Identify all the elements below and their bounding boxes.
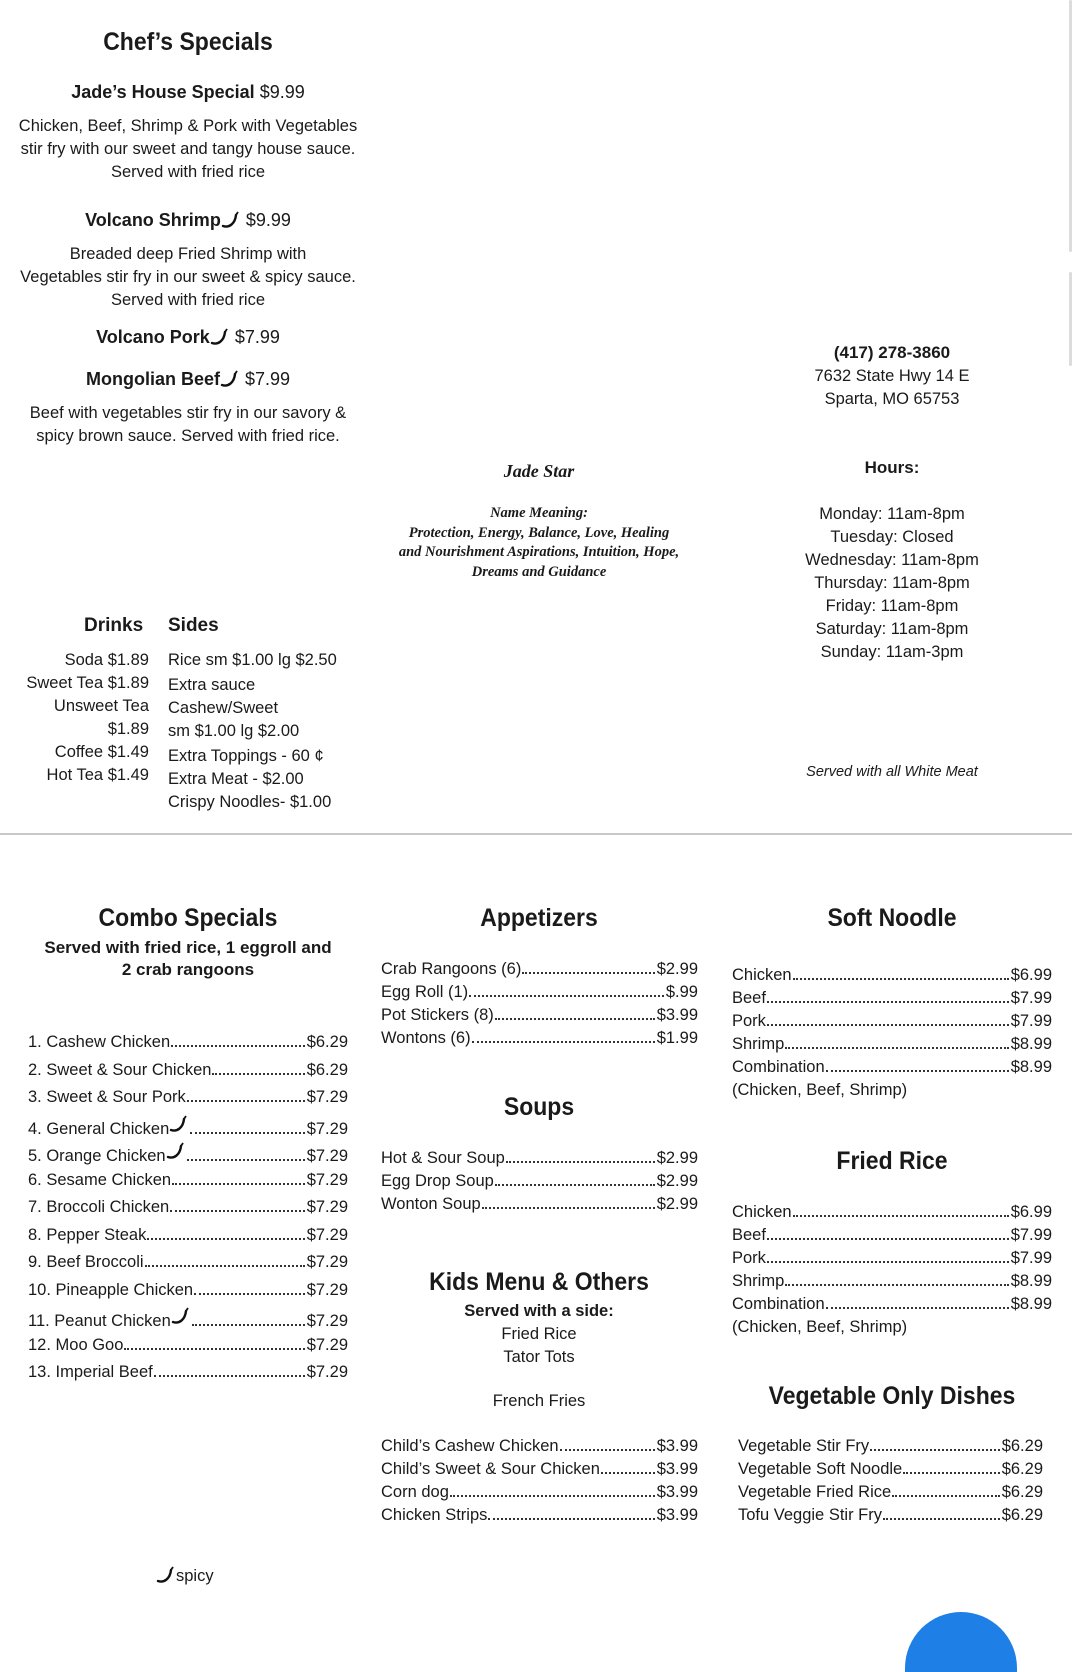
item-price: $8.99 [1010,1295,1052,1313]
appetizer-row [381,958,698,981]
item-price: $7.29 [306,1225,348,1244]
spicy-legend [156,1565,214,1586]
item-price: $9.99 [259,82,305,102]
chili-pepper-icon [171,1306,191,1326]
fried-rice-row [732,1201,1052,1224]
item-price: $3.99 [656,1006,698,1024]
chef-item-volcano-pork [18,327,358,348]
kids-title: Kids Menu & Others [429,1268,649,1296]
item-price: $3.99 [656,1460,698,1478]
drink-item: Hot Tea $1.49 [46,766,149,784]
combo-subtitle-line: 2 crab rangoons [121,960,255,979]
brand-meaning-label: Name Meaning: [490,505,588,521]
item-price: $7.99 [234,327,280,347]
soup-row [381,1170,698,1193]
item-price: $8.99 [1010,1272,1052,1290]
combo-row [28,1361,348,1389]
chef-item-mongolian-beef [18,369,358,448]
soft-noodle-row [732,987,1052,1010]
item-name: Vegetable Soft Noodle [738,1460,903,1478]
brand-meaning-line: Dreams and Guidance [471,563,607,580]
fried-rice-list [732,1201,1052,1339]
combo-row [28,1251,348,1279]
side-item: Extra Meat - $2.00 [168,770,304,788]
hours-list [752,503,1032,664]
item-price: $6.29 [306,1060,348,1079]
combo-row [28,1279,348,1307]
item-desc-line: spicy brown sauce. Served with fried rice. [36,427,340,445]
fried-rice-row [732,1224,1052,1247]
item-price: $7.29 [306,1312,348,1330]
soups-title: Soups [503,1093,575,1121]
white-meat-note: Served with all White Meat [806,764,978,780]
item-desc-line: Vegetables stir fry in our sweet & spicy sauce. [20,268,356,286]
hours-day: Monday: 11am-8pm [819,505,965,523]
kids-row [381,1504,698,1527]
item-price: $9.99 [245,210,291,230]
chili-pepper-icon [220,369,240,389]
item-name: Beef [732,1226,766,1244]
soft-noodle-row [732,964,1052,987]
kids-side: Tator Tots [503,1348,575,1366]
combo-row [28,1059,348,1087]
item-name: Chicken [732,1203,792,1221]
sides-list [168,649,368,814]
fried-rice-row [732,1270,1052,1293]
item-name: Beef [732,989,766,1007]
vegetable-row [738,1481,1043,1504]
brand-meaning-line: Protection, Energy, Balance, Love, Healing [408,524,670,541]
item-price: $7.29 [306,1147,348,1165]
soft-noodle-row [732,1056,1052,1079]
item-name: 1. Cashew Chicken [28,1033,171,1051]
page-divider [0,833,1072,835]
combo-row [28,1141,348,1169]
item-name: 7. Broccoli Chicken [28,1198,170,1216]
side-item: sm $1.00 lg $2.00 [168,722,300,740]
item-name: Mongolian Beef [85,369,220,389]
fried-rice-row [732,1293,1052,1316]
item-price: $7.29 [306,1170,348,1189]
vegetable-row [738,1458,1043,1481]
item-price: $6.29 [306,1033,348,1051]
item-name: Shrimp [732,1272,785,1290]
appetizer-row [381,1027,698,1050]
chili-pepper-icon [156,1565,176,1585]
combo-row [28,1196,348,1224]
combo-subtitle-line: Served with fried rice, 1 eggroll and [44,938,332,957]
item-name: Pork [732,1012,766,1030]
fried-rice-row [732,1247,1052,1270]
kids-side: French Fries [492,1392,586,1410]
side-item: Crispy Noodles- $1.00 [168,793,332,811]
item-desc-line: Beef with vegetables stir fry in our savory & [29,404,347,422]
kids-row [381,1481,698,1504]
item-name: Vegetable Fried Rice [738,1483,892,1501]
address-line-2: Sparta, MO 65753 [824,390,960,408]
item-price: $3.99 [656,1506,698,1524]
item-name: Corn dog [381,1483,449,1501]
item-price: $7.29 [306,1198,348,1216]
item-price: $7.29 [306,1363,348,1381]
item-price: $7.99 [1010,1226,1052,1244]
combo-list [28,1031,348,1389]
side-item: Extra sauce Cashew/Sweet [168,676,279,717]
item-name: 8. Pepper Steak [28,1225,147,1244]
floating-action-button[interactable] [905,1612,1017,1672]
drink-item: Sweet Tea $1.89 [26,674,149,692]
soft-noodle-row [732,1033,1052,1056]
appetizer-row [381,1004,698,1027]
drinks-list [10,649,149,787]
soups-list [381,1147,698,1216]
spicy-legend-label: spicy [176,1567,214,1585]
vegetable-title: Vegetable Only Dishes [768,1382,1016,1410]
hours-title: Hours: [864,458,920,477]
combo-title: Combo Specials [98,904,278,932]
hours-day: Sunday: 11am-3pm [820,643,964,661]
drink-item: Soda $1.89 [64,651,149,669]
combo-row [28,1086,348,1114]
item-price: $7.29 [306,1119,348,1138]
item-name: Pot Stickers (8) [381,1006,494,1024]
item-name: Jade’s House Special [71,82,255,102]
item-name: 5. Orange Chicken [28,1147,166,1165]
item-name: 3. Sweet & Sour Pork [28,1088,186,1106]
brand-meaning [368,504,710,582]
hours-day: Thursday: 11am-8pm [814,574,970,592]
item-name: Chicken Strips [381,1506,488,1524]
item-name: Combination [732,1058,825,1076]
item-price: $8.99 [1010,1035,1052,1053]
item-name: Shrimp [732,1035,785,1053]
soup-row [381,1147,698,1170]
hours-day: Friday: 11am-8pm [825,597,959,615]
item-price: $7.99 [1010,1012,1052,1030]
item-price: $2.99 [656,960,698,978]
item-desc-line: Served with fried rice [110,163,266,181]
item-name: Pork [732,1249,766,1267]
item-price: $7.29 [306,1335,348,1354]
item-name: Tofu Veggie Stir Fry [738,1506,882,1524]
item-price: $2.99 [656,1195,698,1213]
brand-name: Jade Star [503,461,575,481]
combo-row [28,1334,348,1362]
item-name: 11. Peanut Chicken [28,1312,171,1330]
chefs-specials-title: Chef’s Specials [103,28,273,56]
chef-item-volcano-shrimp [18,210,358,312]
item-desc-line: Chicken, Beef, Shrimp & Pork with Vegetables [18,117,358,135]
item-name: Crab Rangoons (6) [381,960,522,978]
kids-subtitle-block [378,1300,700,1413]
chef-item-house-special [18,82,358,184]
item-price: $7.99 [244,369,291,389]
hours-day: Tuesday: Closed [830,528,954,546]
soft-noodle-row [732,1010,1052,1033]
item-price: $7.29 [306,1088,348,1106]
item-price: $7.29 [306,1280,348,1299]
item-price: $3.99 [656,1437,698,1455]
chili-pepper-icon [166,1141,186,1161]
fried-rice-title: Fried Rice [836,1147,948,1175]
drink-item: Unsweet Tea $1.89 [53,697,149,738]
item-name: Wonton Soup [381,1195,481,1213]
brand-meaning-line: and Nourishment Aspirations, Intuition, Hope, [398,544,680,560]
item-desc-line: Breaded deep Fried Shrimp with [69,245,307,263]
combo-row [28,1169,348,1197]
kids-side: Fried Rice [501,1325,577,1343]
combo-row [28,1031,348,1059]
item-name: Egg Roll (1) [381,983,469,1001]
soup-row [381,1193,698,1216]
phone-number: (417) 278-3860 [833,343,951,362]
combo-specials-section [18,904,358,981]
hours-day: Saturday: 11am-8pm [815,620,969,638]
item-price: $2.99 [656,1172,698,1190]
item-name: Chicken [732,966,792,984]
item-name: Child’s Cashew Chicken [381,1437,559,1455]
item-desc-line: Served with fried rice [110,291,266,309]
item-price: $1.99 [656,1029,698,1047]
combo-row [28,1224,348,1252]
item-price: $6.29 [1001,1483,1043,1501]
drink-item: Coffee $1.49 [54,743,149,761]
item-name: Wontons (6) [381,1029,471,1047]
side-item: Rice sm $1.00 lg $2.50 [168,651,337,669]
item-name: 6. Sesame Chicken [28,1170,172,1189]
item-name: Volcano Shrimp [85,210,221,230]
item-name: 12. Moo Goo [28,1335,124,1354]
kids-subtitle: Served with a side: [464,1302,614,1320]
appetizers-title: Appetizers [480,904,598,932]
appetizer-row [381,981,698,1004]
hours-day: Wednesday: 11am-8pm [805,551,979,569]
item-price: $7.29 [306,1253,348,1271]
kids-row [381,1435,698,1458]
vegetable-row [738,1435,1043,1458]
item-price: $7.99 [1010,989,1052,1007]
soft-noodle-list [732,964,1052,1102]
item-name: Egg Drop Soup [381,1172,494,1190]
item-price: $2.99 [656,1149,698,1167]
vegetable-list [738,1435,1043,1527]
soft-noodle-note: (Chicken, Beef, Shrimp) [732,1081,908,1099]
item-name: 9. Beef Broccoli [28,1253,144,1271]
combo-row [28,1306,348,1334]
chili-pepper-icon [169,1114,189,1134]
item-name: Child’s Sweet & Sour Chicken [381,1460,600,1478]
chefs-specials-section [18,28,358,57]
chili-pepper-icon [221,210,241,230]
combo-row [28,1114,348,1142]
fried-rice-note: (Chicken, Beef, Shrimp) [732,1318,908,1336]
item-name: Vegetable Stir Fry [738,1437,870,1455]
address-line-1: 7632 State Hwy 14 E [814,367,970,385]
drinks-title: Drinks [84,615,144,636]
soft-noodle-title: Soft Noodle [827,904,957,932]
item-price: $6.99 [1010,966,1052,984]
item-name: 13. Imperial Beef [28,1363,153,1381]
item-name: 2. Sweet & Sour Chicken [28,1060,212,1079]
vegetable-row [738,1504,1043,1527]
side-item: Extra Toppings - 60 ¢ [168,747,324,765]
item-name: 10. Pineapple Chicken [28,1280,194,1299]
item-price: $3.99 [656,1483,698,1501]
contact-block [752,341,1032,411]
chili-pepper-icon [210,327,230,347]
item-name: 4. General Chicken [28,1119,170,1138]
item-name: Combination [732,1295,825,1313]
item-price: $6.99 [1010,1203,1052,1221]
appetizers-list [381,958,698,1050]
item-desc-line: stir fry with our sweet and tangy house sauce. [20,140,356,158]
item-name: Hot & Sour Soup [381,1149,505,1167]
item-price: $.99 [665,983,698,1001]
item-name: Volcano Pork [96,327,210,347]
item-price: $6.29 [1001,1460,1043,1478]
item-price: $6.29 [1001,1506,1043,1524]
item-price: $6.29 [1001,1437,1043,1455]
item-price: $7.99 [1010,1249,1052,1267]
kids-row [381,1458,698,1481]
sides-title: Sides [168,615,219,636]
item-price: $8.99 [1010,1058,1052,1076]
kids-list [381,1435,698,1527]
